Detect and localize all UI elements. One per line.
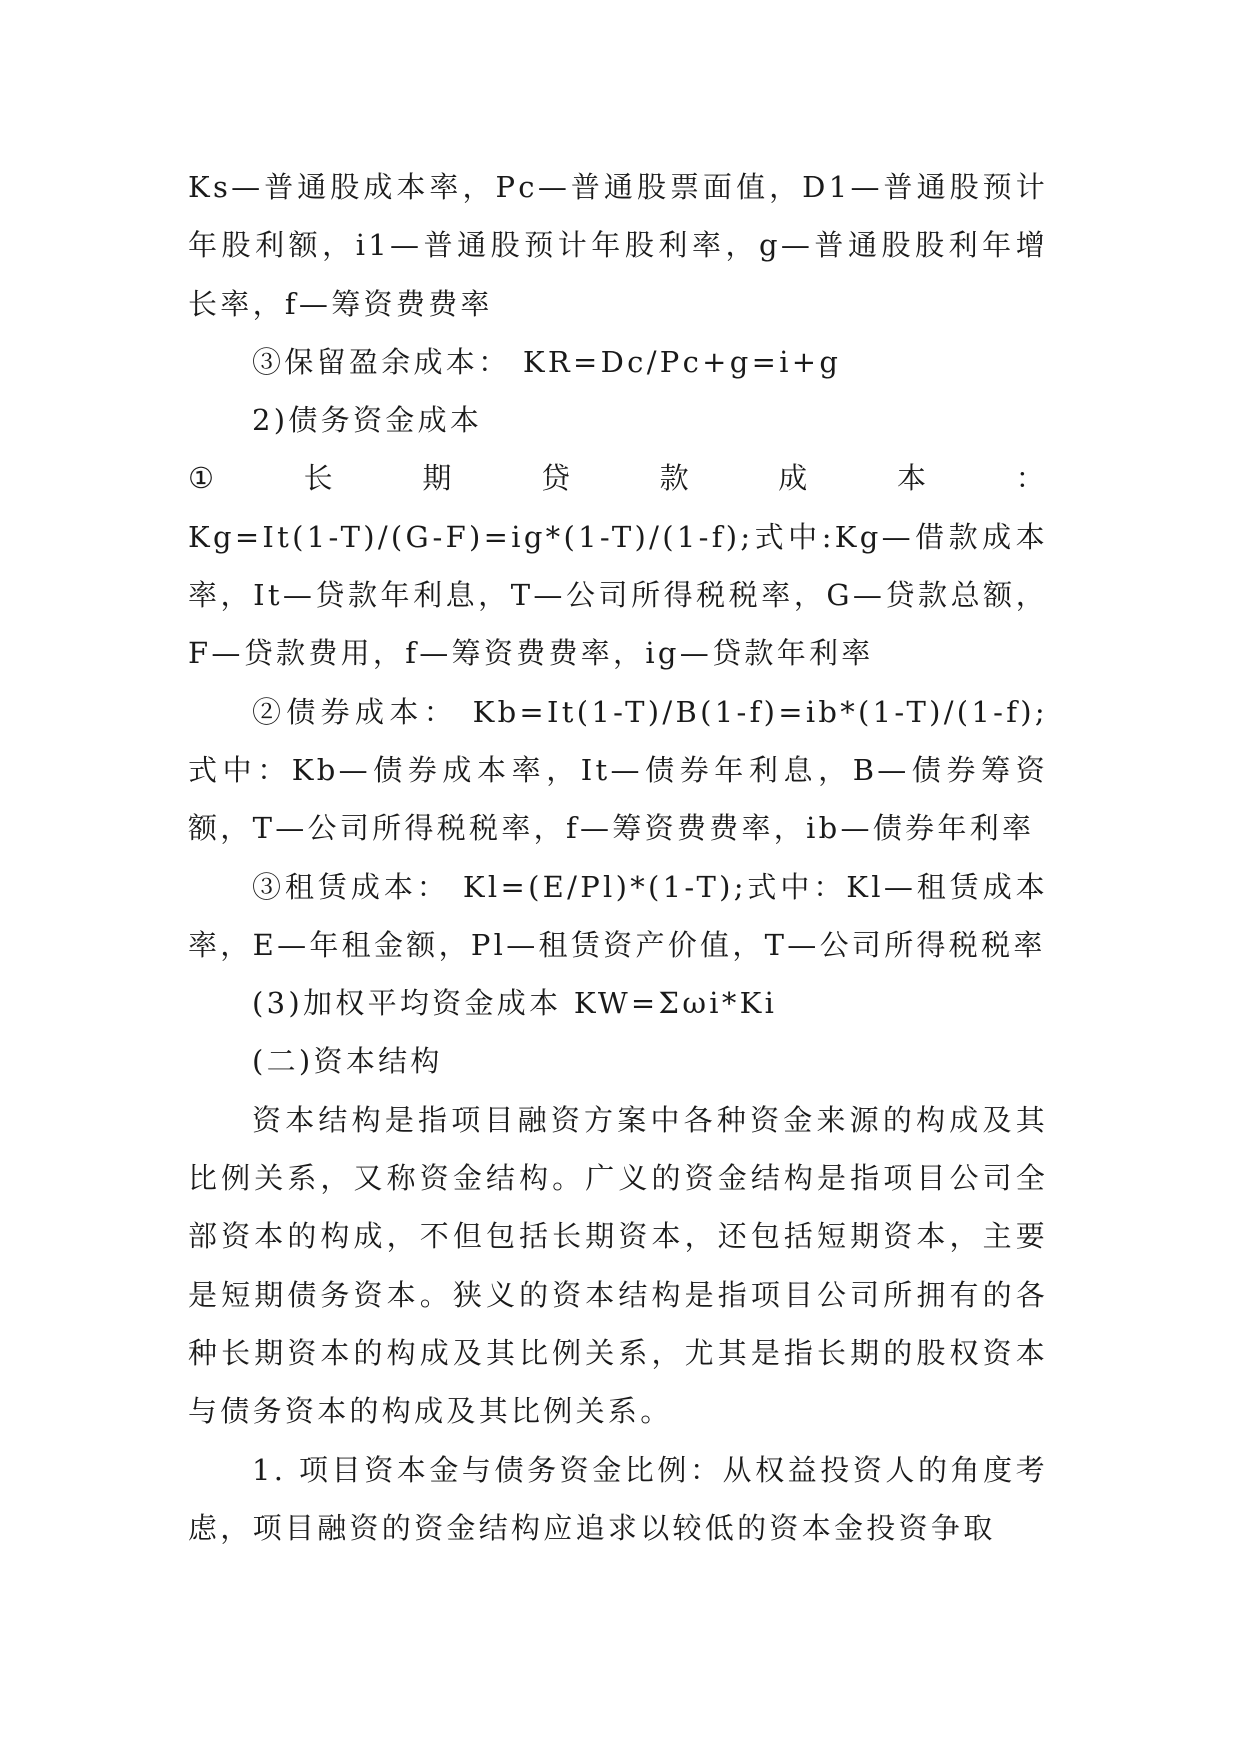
paragraph-capital-structure-body: 资本结构是指项目融资方案中各种资金来源的构成及其比例关系，又称资金结构。广义的资金结构是指项目公司全部资本的构成，不但包括长期资本，还包括短期资本，主要是短期债务资本。狭义的资本结构是指项目公司所拥有的各种长期资本的构成及其比例关系，尤其是指长期的股权资本与债务资本的构成及其比例关系。 — [188, 1102, 1048, 1429]
document-body — [188, 158, 1048, 1557]
spread-char: ① — [188, 461, 218, 496]
paragraph-equity-debt-ratio: 1. 项目资本金与债务资金比例：从权益投资人的角度考虑，项目融资的资金结构应追求以较低的资本金投资争取 — [188, 1452, 1048, 1545]
paragraph-common-stock-definitions: Ks—普通股成本率，Pc—普通股票面值，D1—普通股预计年股利额，i1—普通股预计年股利率，g—普通股股利年增长率，f—筹资费费率 — [188, 170, 1048, 321]
paragraph-retained-earnings-cost: ③保留盈余成本： KR=Dc/Pc+g=i+g — [252, 344, 842, 379]
spread-char: 贷 — [540, 461, 574, 496]
paragraph-long-term-loan-formula: Kg=It(1-T)/(G-F)=ig*(1-T)/(1-f);式中:Kg—借款成本率，It—贷款年利息，T—公司所得税税率，G—贷款总额，F—贷款费用，f—筹资费费率，ig—贷款年利率 — [188, 519, 1048, 671]
paragraph-bond-cost: ②债券成本： Kb=It(1-T)/B(1-f)=ib*(1-T)/(1-f);式中：Kb—债券成本率，It—债券年利息，B—债券筹资额，T—公司所得税税率，f—筹资费费率，ib—债券年利率 — [188, 694, 1048, 846]
paragraph-weighted-average-cost: (3)加权平均资金成本 KW=Σωi*Ki — [252, 986, 778, 1021]
spread-char: 成 — [778, 461, 811, 496]
spread-char: ： — [1015, 461, 1048, 496]
paragraph-lease-cost: ③租赁成本： Kl=(E/Pl)*(1-T);式中：Kl—租赁成本率，E—年租金额，Pl—租赁资产价值，T—公司所得税税率 — [188, 869, 1048, 962]
spread-char: 本 — [896, 461, 930, 496]
spread-char: 款 — [659, 461, 692, 496]
paragraph-debt-capital-cost-heading: 2)债务资金成本 — [252, 403, 483, 438]
paragraph-capital-structure-heading: (二)资本结构 — [252, 1044, 443, 1079]
spread-char: 长 — [303, 461, 336, 496]
paragraph-long-term-loan-cost-heading — [188, 449, 1048, 507]
spread-char: 期 — [422, 461, 455, 496]
